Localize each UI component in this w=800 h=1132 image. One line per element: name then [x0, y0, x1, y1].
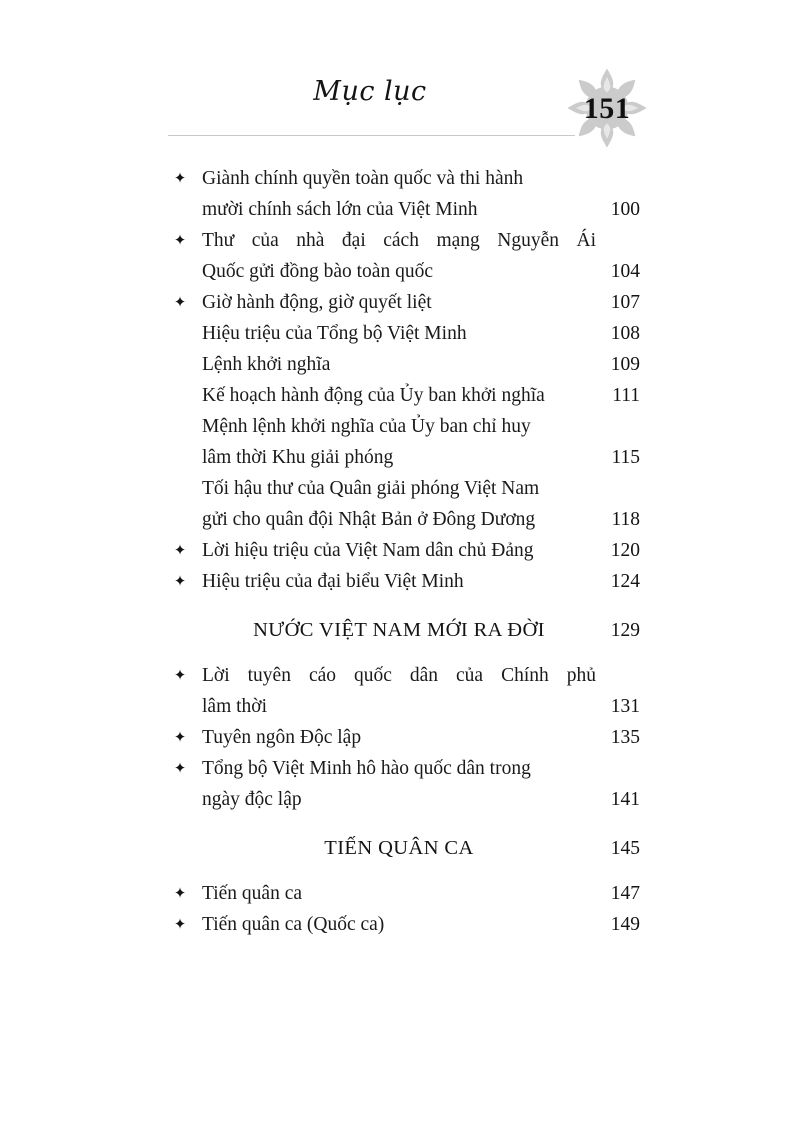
toc-entry-line [202, 878, 640, 909]
toc-page-number: 135 [610, 727, 640, 748]
toc-entry-text: Thư của nhà đại cách mạng Nguyễn Ái [202, 230, 596, 251]
toc-page-number: 107 [610, 292, 640, 313]
toc-entry-body [202, 473, 640, 535]
toc-entry-line [202, 566, 640, 597]
toc-entry-text: Tiến quân ca [202, 883, 303, 904]
toc-entry-body [202, 909, 640, 940]
toc-page-number: 124 [610, 571, 640, 592]
toc-entry-body [202, 349, 640, 380]
toc-entry-body [202, 878, 640, 909]
toc-entry[interactable] [168, 349, 640, 380]
toc-entry-text: Quốc gửi đồng bào toàn quốc [202, 261, 433, 282]
toc-entry-body [202, 753, 640, 815]
toc-entry-text: Tối hậu thư của Quân giải phóng Việt Nam [202, 478, 540, 499]
four-point-star-bullet-icon: ✦ [173, 915, 187, 933]
toc-entry-text: Lệnh khởi nghĩa [202, 354, 331, 375]
toc-entry-line [202, 256, 640, 287]
toc-entry-line [202, 473, 632, 504]
toc-entry[interactable] [168, 909, 640, 940]
toc-entry-line [202, 660, 632, 691]
toc-section-title: TIẾN QUÂN CA [324, 837, 474, 859]
toc-entry-line [202, 784, 640, 815]
toc-entry-line [202, 380, 640, 411]
toc-entry[interactable] [168, 878, 640, 909]
toc-entry[interactable] [168, 287, 640, 318]
toc-entry-line [202, 504, 640, 535]
four-point-star-bullet-icon: ✦ [173, 572, 187, 590]
toc-page-number: 131 [610, 696, 640, 717]
toc-entry-text: Mệnh lệnh khởi nghĩa của Ủy ban chỉ huy [202, 416, 531, 437]
toc-entry-body [202, 318, 640, 349]
toc-section-heading[interactable] [168, 615, 640, 646]
toc-section-title: NƯỚC VIỆT NAM MỚI RA ĐỜI [253, 619, 545, 641]
toc-page-number: 149 [610, 914, 640, 935]
four-point-star-bullet-icon: ✦ [173, 666, 187, 684]
toc-entry-line [202, 163, 632, 194]
toc-entry-text: ngày độc lập [202, 789, 302, 810]
toc-entry[interactable] [168, 380, 640, 411]
toc-entry[interactable] [168, 753, 640, 815]
toc-entry[interactable] [168, 722, 640, 753]
toc-entry-line [202, 442, 640, 473]
toc-entry-line [202, 535, 640, 566]
toc-entry-text: Tổng bộ Việt Minh hô hào quốc dân trong [202, 758, 531, 779]
page-title: Mục lục [313, 76, 427, 107]
toc-entry[interactable] [168, 566, 640, 597]
toc-entry-line [202, 691, 640, 722]
toc-entry-body [202, 411, 640, 473]
toc-entry[interactable] [168, 473, 640, 535]
toc-page-number: 147 [610, 883, 640, 904]
four-point-star-bullet-icon: ✦ [173, 541, 187, 559]
toc-entry-line [202, 722, 640, 753]
toc-entry-body [202, 225, 640, 287]
toc-entry-text: Giờ hành động, giờ quyết liệt [202, 292, 432, 313]
header-page-number: 151 [583, 92, 631, 125]
toc-entry-text: Tuyên ngôn Độc lập [202, 727, 362, 748]
toc-entry[interactable] [168, 318, 640, 349]
toc-entry[interactable] [168, 225, 640, 287]
toc-entry[interactable] [168, 411, 640, 473]
four-point-star-bullet-icon: ✦ [173, 884, 187, 902]
toc-entry-line [202, 753, 632, 784]
toc-entry-line [202, 411, 632, 442]
toc-entry-text: mười chính sách lớn của Việt Minh [202, 199, 478, 220]
toc-entry-body [202, 566, 640, 597]
toc-page-number: 118 [611, 509, 640, 530]
toc-page-number: 141 [610, 789, 640, 810]
toc-page-number: 108 [610, 323, 640, 344]
toc-page-number: 104 [610, 261, 640, 282]
toc-entry-line [202, 318, 640, 349]
toc-entry-text: Kế hoạch hành động của Ủy ban khởi nghĩa [202, 385, 545, 406]
toc-page-number: 111 [612, 385, 640, 406]
toc-entry[interactable] [168, 535, 640, 566]
toc-entry-text: lâm thời [202, 696, 268, 717]
page-header [168, 72, 632, 144]
toc-page-number: 115 [611, 447, 640, 468]
toc-page-number: 100 [610, 199, 640, 220]
toc-entry-line [202, 225, 632, 256]
toc-entry-text: Lời tuyên cáo quốc dân của Chính phủ [202, 665, 596, 686]
four-point-star-bullet-icon: ✦ [173, 231, 187, 249]
toc-entry-body [202, 535, 640, 566]
table-of-contents [168, 163, 640, 940]
toc-entry-text: lâm thời Khu giải phóng [202, 447, 394, 468]
four-point-star-bullet-icon: ✦ [173, 728, 187, 746]
toc-entry-body [202, 660, 640, 722]
toc-entry-body [202, 380, 640, 411]
toc-entry[interactable] [168, 660, 640, 722]
toc-page-number: 129 [610, 620, 640, 641]
toc-entry-body [202, 287, 640, 318]
toc-entry-body [202, 722, 640, 753]
four-point-star-bullet-icon: ✦ [173, 169, 187, 187]
toc-section-heading[interactable] [168, 833, 640, 864]
toc-entry-text: Tiến quân ca (Quốc ca) [202, 914, 385, 935]
four-point-star-bullet-icon: ✦ [173, 759, 187, 777]
toc-entry-text: Hiệu triệu của Tổng bộ Việt Minh [202, 323, 467, 344]
toc-page-number: 109 [610, 354, 640, 375]
header-divider [168, 135, 575, 136]
toc-entry-line [202, 287, 640, 318]
toc-entry-text: Giành chính quyền toàn quốc và thi hành [202, 168, 524, 189]
toc-entry-text: Hiệu triệu của đại biểu Việt Minh [202, 571, 464, 592]
toc-entry-text: Lời hiệu triệu của Việt Nam dân chủ Đảng [202, 540, 534, 561]
toc-entry-text: gửi cho quân đội Nhật Bản ở Đông Dương [202, 509, 536, 530]
toc-entry-body [202, 163, 640, 225]
toc-page-number: 120 [610, 540, 640, 561]
four-point-star-bullet-icon: ✦ [173, 293, 187, 311]
toc-entry-line [202, 349, 640, 380]
toc-entry[interactable] [168, 163, 640, 225]
toc-page-number: 145 [610, 838, 640, 859]
toc-entry-line [202, 909, 640, 940]
toc-entry-line [202, 194, 640, 225]
